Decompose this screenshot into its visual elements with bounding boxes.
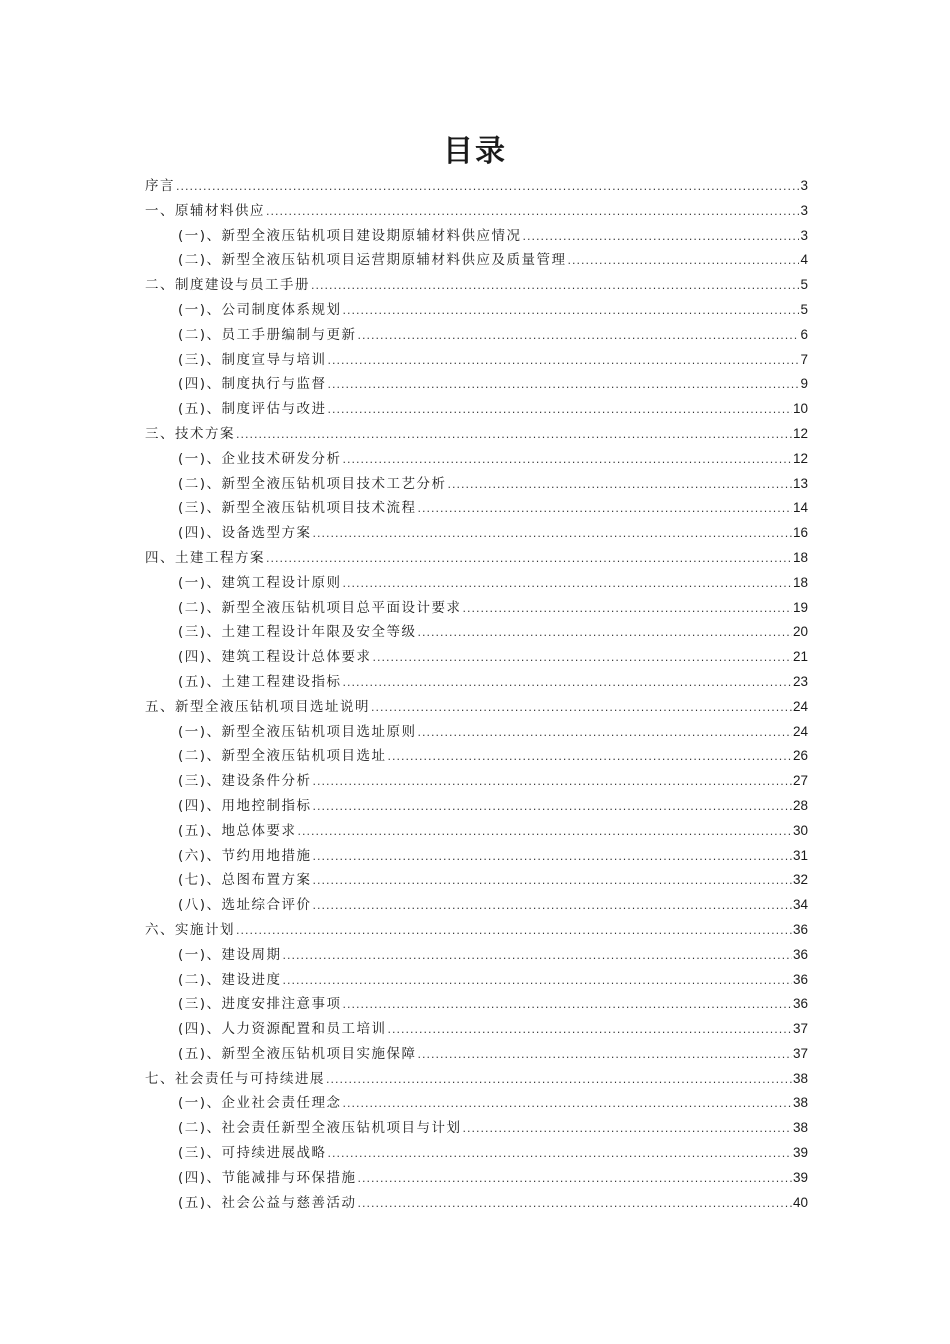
toc-dot-leader (328, 1142, 792, 1167)
toc-entry[interactable] (145, 844, 808, 869)
toc-entry[interactable] (145, 571, 808, 596)
toc-dot-leader (418, 1043, 792, 1068)
toc-entry[interactable] (145, 893, 808, 918)
toc-entry-page-number: 36 (792, 946, 808, 962)
toc-entry-page-number: 36 (792, 971, 808, 987)
toc-dot-leader (313, 869, 792, 894)
toc-entry-label: (七)、总图布置方案 (178, 872, 312, 889)
toc-entry[interactable] (145, 695, 808, 720)
toc-entry-label: (一)、公司制度体系规划 (178, 301, 342, 318)
toc-entry[interactable] (145, 992, 808, 1017)
toc-entry-page-number: 38 (792, 1070, 808, 1086)
toc-dot-leader (283, 944, 792, 969)
toc-entry-page-number: 14 (792, 500, 808, 516)
toc-entry-page-number: 3 (800, 202, 808, 218)
toc-entry-label: 二、制度建设与员工手册 (145, 277, 310, 294)
table-of-contents (145, 174, 808, 1215)
toc-dot-leader (343, 299, 800, 324)
toc-title: 目录 (443, 134, 507, 169)
toc-entry-page-number: 12 (792, 450, 808, 466)
toc-entry[interactable] (145, 496, 808, 521)
toc-entry-label: 一、原辅材料供应 (145, 202, 265, 219)
toc-dot-leader (313, 845, 792, 870)
toc-dot-leader (343, 1092, 792, 1117)
toc-dot-leader (236, 423, 792, 448)
toc-entry-page-number: 34 (792, 897, 808, 913)
toc-entry-page-number: 9 (800, 376, 808, 392)
toc-entry-label: (五)、地总体要求 (178, 822, 297, 839)
toc-entry[interactable] (145, 298, 808, 323)
toc-entry-label: 四、土建工程方案 (145, 549, 265, 566)
toc-entry[interactable] (145, 199, 808, 224)
toc-entry-page-number: 27 (792, 773, 808, 789)
toc-entry-page-number: 18 (792, 549, 808, 565)
toc-dot-leader (298, 820, 792, 845)
toc-dot-leader (176, 175, 799, 200)
toc-dot-leader (388, 1018, 792, 1043)
toc-entry-label: 三、技术方案 (145, 425, 235, 442)
toc-dot-leader (448, 473, 792, 498)
toc-entry[interactable] (145, 174, 808, 199)
toc-entry[interactable] (145, 819, 808, 844)
toc-dot-leader (358, 1192, 792, 1217)
toc-entry-page-number: 24 (792, 698, 808, 714)
toc-entry[interactable] (145, 521, 808, 546)
toc-entry-label: (二)、新型全液压钻机项目运营期原辅材料供应及质量管理 (178, 252, 567, 269)
toc-entry-label: (一)、企业社会责任理念 (178, 1095, 342, 1112)
toc-entry-page-number: 3 (800, 227, 808, 243)
toc-entry-label: (三)、可持续进展战略 (178, 1145, 327, 1162)
toc-entry-page-number: 31 (792, 847, 808, 863)
toc-dot-leader (311, 274, 799, 299)
toc-entry[interactable] (145, 596, 808, 621)
toc-entry[interactable] (145, 348, 808, 373)
toc-entry-page-number: 16 (792, 525, 808, 541)
toc-entry[interactable] (145, 744, 808, 769)
toc-dot-leader (328, 373, 800, 398)
toc-entry-label: (四)、设备选型方案 (178, 525, 312, 542)
toc-entry[interactable] (145, 670, 808, 695)
toc-entry-label: (三)、进度安排注意事项 (178, 996, 342, 1013)
toc-entry-label: 五、新型全液压钻机项目选址说明 (145, 698, 370, 715)
toc-entry[interactable] (145, 794, 808, 819)
toc-entry[interactable] (145, 447, 808, 472)
toc-entry-page-number: 26 (792, 748, 808, 764)
toc-dot-leader (523, 225, 800, 250)
toc-dot-leader (326, 1068, 792, 1093)
toc-entry-label: (四)、节能减排与环保措施 (178, 1169, 357, 1186)
toc-entry-page-number: 19 (792, 599, 808, 615)
toc-entry-page-number: 30 (792, 822, 808, 838)
toc-entry-label: (八)、选址综合评价 (178, 897, 312, 914)
toc-entry[interactable] (145, 1091, 808, 1116)
toc-dot-leader (313, 894, 792, 919)
toc-entry-label: (三)、新型全液压钻机项目技术流程 (178, 500, 417, 517)
toc-entry-label: (二)、建设进度 (178, 971, 282, 988)
toc-dot-leader (358, 1167, 792, 1192)
toc-entry-page-number: 37 (792, 1045, 808, 1061)
toc-entry[interactable] (145, 472, 808, 497)
toc-entry-page-number: 6 (800, 326, 808, 342)
toc-dot-leader (418, 621, 792, 646)
toc-entry-label: (一)、建设周期 (178, 946, 282, 963)
toc-entry-page-number: 12 (792, 425, 808, 441)
toc-entry-page-number: 10 (792, 401, 808, 417)
toc-entry[interactable] (145, 273, 808, 298)
toc-entry-label: (一)、建筑工程设计原则 (178, 574, 342, 591)
toc-entry-page-number: 20 (792, 624, 808, 640)
toc-entry-label: (四)、用地控制指标 (178, 797, 312, 814)
toc-entry-page-number: 37 (792, 1021, 808, 1037)
toc-entry-page-number: 21 (792, 649, 808, 665)
toc-dot-leader (373, 646, 792, 671)
toc-entry-page-number: 38 (792, 1120, 808, 1136)
toc-entry-label: (三)、建设条件分析 (178, 773, 312, 790)
toc-dot-leader (418, 721, 792, 746)
toc-dot-leader (328, 349, 800, 374)
toc-entry-page-number: 36 (792, 996, 808, 1012)
toc-entry[interactable] (145, 1191, 808, 1216)
toc-entry[interactable] (145, 1017, 808, 1042)
toc-entry-label: (三)、土建工程设计年限及安全等级 (178, 624, 417, 641)
toc-entry[interactable] (145, 1116, 808, 1141)
toc-entry-label: (一)、企业技术研发分析 (178, 450, 342, 467)
toc-dot-leader (568, 249, 800, 274)
toc-entry-page-number: 18 (792, 574, 808, 590)
toc-entry-label: (五)、制度评估与改进 (178, 401, 327, 418)
toc-entry-label: (五)、新型全液压钻机项目实施保障 (178, 1045, 417, 1062)
toc-entry-page-number: 13 (792, 475, 808, 491)
toc-entry-page-number: 39 (792, 1145, 808, 1161)
toc-entry-label: (一)、新型全液压钻机项目选址原则 (178, 723, 417, 740)
toc-entry[interactable] (145, 1141, 808, 1166)
toc-entry[interactable] (145, 1166, 808, 1191)
toc-entry-page-number: 7 (800, 351, 808, 367)
toc-entry[interactable] (145, 372, 808, 397)
toc-entry[interactable] (145, 224, 808, 249)
toc-dot-leader (343, 448, 792, 473)
toc-dot-leader (313, 770, 792, 795)
toc-entry-label: (二)、新型全液压钻机项目技术工艺分析 (178, 475, 447, 492)
toc-entry[interactable] (145, 248, 808, 273)
toc-entry[interactable] (145, 422, 808, 447)
toc-entry-page-number: 28 (792, 797, 808, 813)
toc-entry-label: (二)、员工手册编制与更新 (178, 326, 357, 343)
toc-entry[interactable] (145, 323, 808, 348)
toc-entry-page-number: 39 (792, 1169, 808, 1185)
toc-entry-label: 序言 (145, 178, 175, 194)
toc-dot-leader (266, 547, 792, 572)
toc-entry-label: (六)、节约用地措施 (178, 847, 312, 864)
toc-entry-label: (二)、新型全液压钻机项目总平面设计要求 (178, 599, 462, 616)
toc-entry[interactable] (145, 943, 808, 968)
toc-entry[interactable] (145, 720, 808, 745)
toc-dot-leader (313, 522, 792, 547)
toc-entry-label: (二)、新型全液压钻机项目选址 (178, 748, 387, 765)
toc-dot-leader (463, 597, 792, 622)
toc-entry-page-number: 24 (792, 723, 808, 739)
toc-dot-leader (343, 572, 792, 597)
toc-dot-leader (328, 398, 792, 423)
toc-entry-page-number: 23 (792, 673, 808, 689)
toc-dot-leader (236, 919, 792, 944)
toc-dot-leader (266, 200, 799, 225)
toc-entry[interactable] (145, 620, 808, 645)
toc-dot-leader (418, 497, 792, 522)
toc-entry-page-number: 40 (792, 1194, 808, 1210)
toc-entry-page-number: 5 (800, 277, 808, 293)
toc-entry-label: (五)、土建工程建设指标 (178, 673, 342, 690)
toc-entry-label: (二)、社会责任新型全液压钻机项目与计划 (178, 1120, 462, 1137)
toc-entry-label: (四)、建筑工程设计总体要求 (178, 649, 372, 666)
toc-entry-page-number: 5 (800, 301, 808, 317)
toc-dot-leader (313, 795, 792, 820)
toc-dot-leader (463, 1117, 792, 1142)
toc-entry-page-number: 38 (792, 1095, 808, 1111)
toc-entry[interactable] (145, 546, 808, 571)
toc-entry-label: (四)、制度执行与监督 (178, 376, 327, 393)
toc-dot-leader (358, 324, 800, 349)
toc-entry[interactable] (145, 1042, 808, 1067)
toc-entry-label: (四)、人力资源配置和员工培训 (178, 1021, 387, 1038)
toc-dot-leader (371, 696, 792, 721)
toc-dot-leader (343, 993, 792, 1018)
toc-dot-leader (343, 671, 792, 696)
toc-entry[interactable] (145, 769, 808, 794)
toc-entry-label: (一)、新型全液压钻机项目建设期原辅材料供应情况 (178, 227, 522, 244)
toc-entry-page-number: 32 (792, 872, 808, 888)
toc-entry[interactable] (145, 918, 808, 943)
toc-entry-page-number: 4 (800, 252, 808, 268)
toc-entry[interactable] (145, 397, 808, 422)
toc-entry-page-number: 3 (800, 178, 808, 193)
toc-dot-leader (388, 745, 792, 770)
toc-entry-label: 六、实施计划 (145, 921, 235, 938)
toc-entry-label: (五)、社会公益与慈善活动 (178, 1194, 357, 1211)
toc-dot-leader (283, 969, 792, 994)
toc-entry-label: 七、社会责任与可持续进展 (145, 1070, 325, 1087)
toc-entry[interactable] (145, 645, 808, 670)
toc-entry-label: (三)、制度宣导与培训 (178, 351, 327, 368)
toc-entry[interactable] (145, 1067, 808, 1092)
toc-entry[interactable] (145, 868, 808, 893)
toc-entry[interactable] (145, 968, 808, 993)
toc-entry-page-number: 36 (792, 921, 808, 937)
